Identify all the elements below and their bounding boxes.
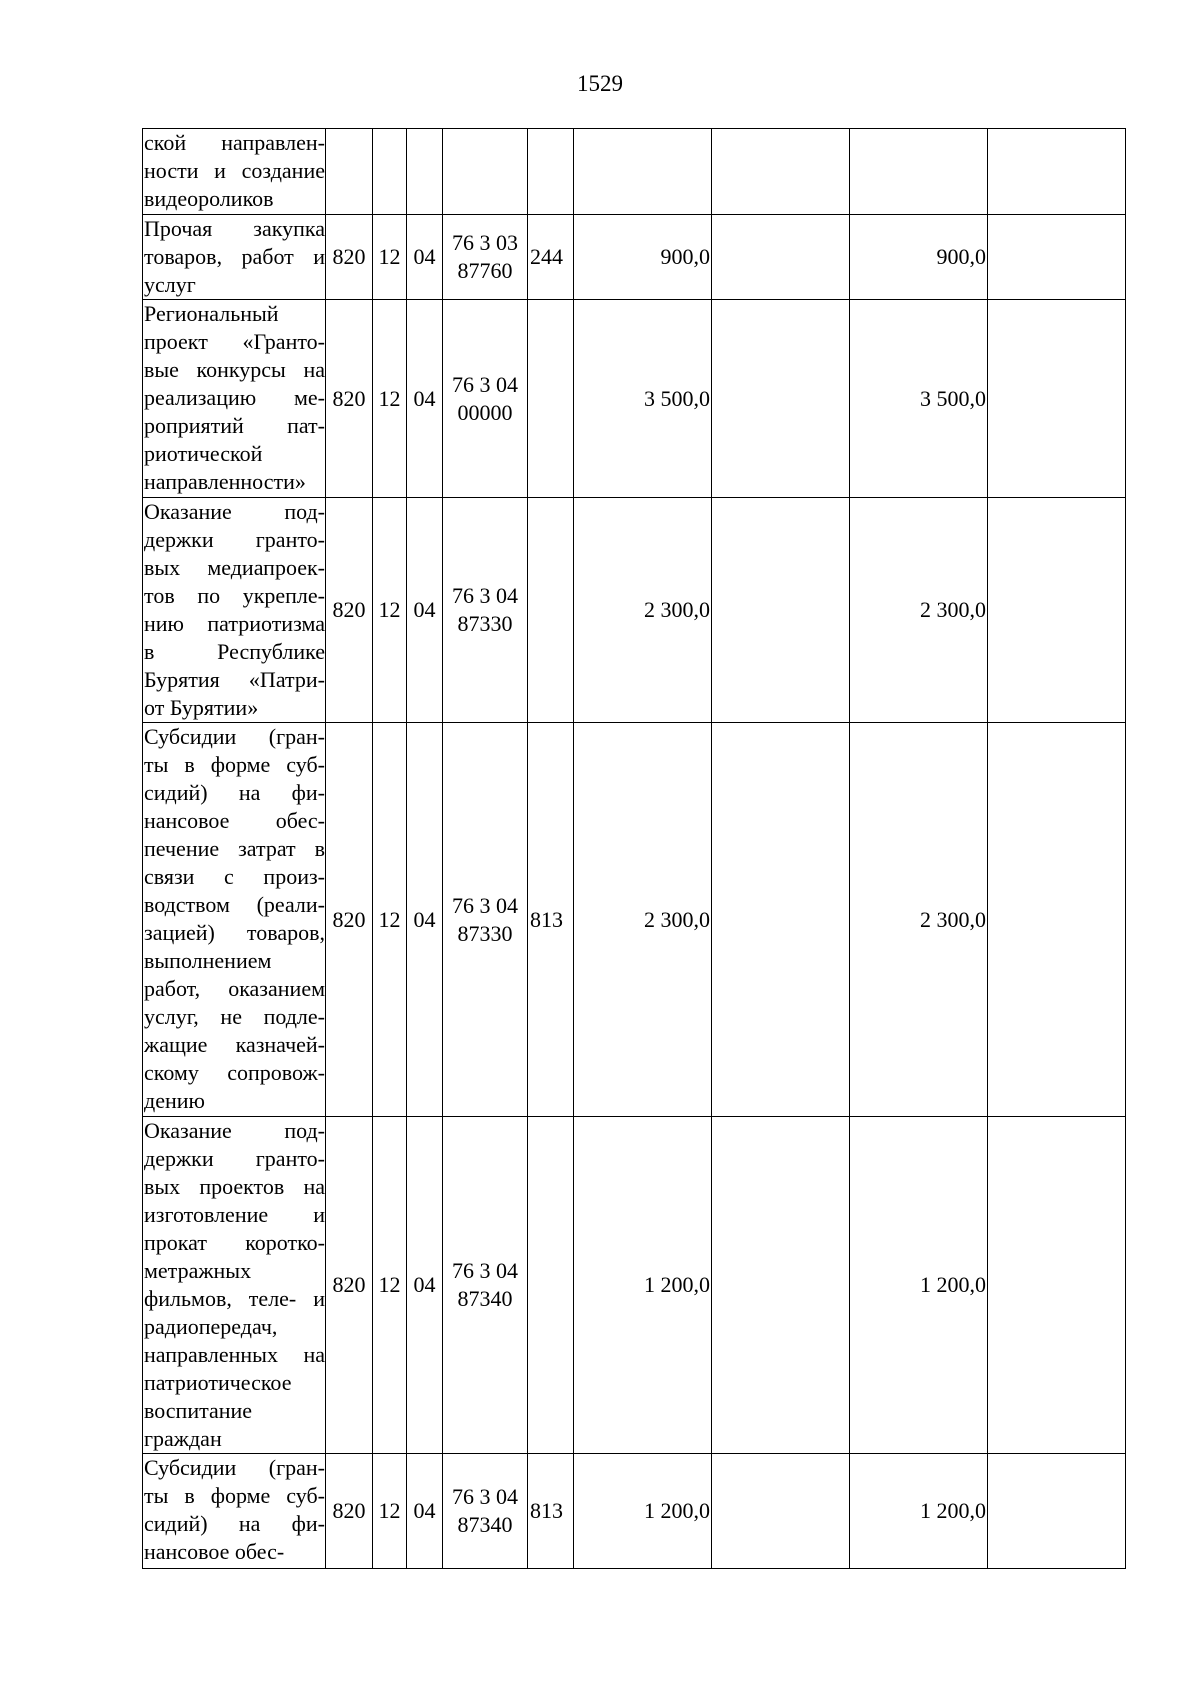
amount-cell-3: 3 500,0 (850, 300, 988, 498)
row-name-line: видеороликов (144, 186, 274, 211)
target-article-line: 87330 (457, 920, 513, 946)
target-article-cell (443, 498, 528, 723)
row-name-line: риотической (144, 441, 263, 466)
budget-table (142, 128, 1126, 1569)
expense-type-cell: 813 (528, 723, 574, 1117)
row-name-line: тов по укрепле- (144, 583, 325, 608)
row-name-line: Оказание под- (144, 1118, 325, 1143)
row-name-line: сидий) на фи- (144, 780, 325, 805)
row-name-line: ской направлен- (144, 130, 325, 155)
ministry-code-cell: 820 (326, 498, 373, 723)
row-name-line: работ, оказанием (144, 976, 325, 1001)
amount-cell-3: 1 200,0 (850, 1454, 988, 1569)
row-name-line: вые конкурсы на (144, 357, 325, 382)
row-name-line: скому сопровож- (144, 1060, 325, 1085)
table-row (143, 300, 1126, 498)
row-name-line: нансовое обес- (144, 808, 325, 833)
target-article-line: 00000 (457, 399, 513, 425)
target-article-cell (443, 300, 528, 498)
amount-cell-4 (988, 215, 1126, 300)
expense-type-cell: 244 (528, 215, 574, 300)
ministry-code-cell: 820 (326, 215, 373, 300)
section-code-cell: 12 (373, 1454, 407, 1569)
target-article-cell (443, 1454, 528, 1569)
ministry-code-cell: 820 (326, 1117, 373, 1454)
row-name-line: Субсидии (гран- (144, 724, 325, 749)
expense-type-cell (528, 129, 574, 215)
subsection-code-cell: 04 (407, 723, 443, 1117)
row-name-line: Прочая закупка (144, 216, 325, 241)
target-article-line: 76 3 04 (452, 892, 518, 918)
subsection-code-cell (407, 129, 443, 215)
row-name-line: водством (реали- (144, 892, 325, 917)
row-name-cell (143, 215, 326, 300)
target-article-line: 87340 (457, 1512, 513, 1537)
row-name-line: граждан (144, 1426, 222, 1451)
row-name-line: роприятий пат- (144, 413, 325, 438)
table-row (143, 1117, 1126, 1454)
row-name-line: держки гранто- (144, 527, 325, 552)
section-code-cell: 12 (373, 1117, 407, 1454)
amount-cell-4 (988, 498, 1126, 723)
amount-cell-4 (988, 1454, 1126, 1569)
row-name-cell (143, 498, 326, 723)
amount-cell-3: 2 300,0 (850, 498, 988, 723)
row-name-line: печение затрат в (144, 836, 325, 861)
row-name-line: Оказание под- (144, 499, 325, 524)
amount-cell-2 (712, 129, 850, 215)
amount-cell-1: 1 200,0 (574, 1454, 712, 1569)
amount-cell-3 (850, 129, 988, 215)
page-number: 1529 (577, 71, 623, 96)
subsection-code-cell: 04 (407, 1117, 443, 1454)
subsection-code-cell: 04 (407, 1454, 443, 1569)
expense-type-cell (528, 300, 574, 498)
table-body (143, 129, 1126, 1569)
section-code-cell (373, 129, 407, 215)
row-name-line: нию патриотизма (144, 611, 325, 636)
table-row (143, 723, 1126, 1117)
row-name-line: сидий) на фи- (144, 1511, 325, 1536)
row-name-cell (143, 129, 326, 215)
amount-cell-2 (712, 215, 850, 300)
row-name-line: нансовое обес- (144, 1539, 285, 1564)
amount-cell-3: 2 300,0 (850, 723, 988, 1117)
amount-cell-4 (988, 129, 1126, 215)
row-name-line: зацией) товаров, (144, 920, 325, 945)
row-name-line: фильмов, теле- и (144, 1286, 325, 1311)
row-name-cell (143, 1117, 326, 1454)
amount-cell-2 (712, 723, 850, 1117)
ministry-code-cell: 820 (326, 300, 373, 498)
ministry-code-cell (326, 129, 373, 215)
amount-cell-4 (988, 723, 1126, 1117)
row-name-line: Субсидии (гран- (144, 1455, 325, 1480)
target-article-line: 76 3 04 (452, 583, 518, 608)
amount-cell-2 (712, 1117, 850, 1454)
row-name-cell (143, 1454, 326, 1569)
section-code-cell: 12 (373, 723, 407, 1117)
row-name-line: ты в форме суб- (144, 752, 325, 777)
target-article-line: 87340 (457, 1286, 513, 1311)
target-article-cell (443, 1117, 528, 1454)
amount-cell-2 (712, 1454, 850, 1569)
row-name-line: Региональный (144, 301, 279, 326)
expense-type-cell (528, 498, 574, 723)
row-name-cell (143, 723, 326, 1117)
row-name-line: вых проектов на (144, 1174, 325, 1199)
table-row (143, 498, 1126, 723)
target-article-cell (443, 723, 528, 1117)
row-name-line: в Республике (144, 639, 325, 664)
row-name-line: жащие казначей- (144, 1032, 325, 1057)
amount-cell-1: 3 500,0 (574, 300, 712, 498)
row-name-line: ности и создание (144, 158, 325, 183)
table-row (143, 129, 1126, 215)
row-name-line: радиопередач, (144, 1314, 278, 1339)
row-name-line: направленных на (144, 1342, 325, 1367)
row-name-line: связи с произ- (144, 864, 325, 889)
row-name-line: метражных (144, 1258, 252, 1283)
target-article-line: 87330 (457, 611, 513, 636)
row-name-line: направленности» (144, 469, 306, 494)
row-name-line: изготовление и (144, 1202, 325, 1227)
amount-cell-2 (712, 498, 850, 723)
row-name-line: от Бурятии» (144, 695, 259, 720)
row-name-line: дению (144, 1088, 205, 1113)
table-row (143, 1454, 1126, 1569)
amount-cell-3: 900,0 (850, 215, 988, 300)
target-article-cell (443, 129, 528, 215)
row-name-line: ты в форме суб- (144, 1483, 325, 1508)
amount-cell-4 (988, 1117, 1126, 1454)
amount-cell-4 (988, 300, 1126, 498)
section-code-cell: 12 (373, 215, 407, 300)
expense-type-cell: 813 (528, 1454, 574, 1569)
table-row (143, 215, 1126, 300)
row-name-cell (143, 300, 326, 498)
row-name-line: услуг (144, 272, 196, 297)
amount-cell-1: 2 300,0 (574, 498, 712, 723)
amount-cell-1: 1 200,0 (574, 1117, 712, 1454)
subsection-code-cell: 04 (407, 300, 443, 498)
target-article-line: 87760 (457, 258, 513, 283)
row-name-line: товаров, работ и (144, 244, 325, 269)
row-name-line: держки гранто- (144, 1146, 325, 1171)
expense-type-cell (528, 1117, 574, 1454)
row-name-line: выполнением (144, 948, 272, 973)
target-article-line: 76 3 03 (452, 230, 518, 255)
section-code-cell: 12 (373, 498, 407, 723)
target-article-line: 76 3 04 (452, 1484, 518, 1509)
row-name-line: услуг, не подле- (144, 1004, 325, 1029)
target-article-line: 76 3 04 (452, 371, 518, 397)
ministry-code-cell: 820 (326, 723, 373, 1117)
row-name-line: проект «Гранто- (144, 329, 325, 354)
amount-cell-1: 2 300,0 (574, 723, 712, 1117)
amount-cell-1: 900,0 (574, 215, 712, 300)
row-name-line: воспитание (144, 1398, 253, 1423)
row-name-line: прокат коротко- (144, 1230, 325, 1255)
amount-cell-1 (574, 129, 712, 215)
subsection-code-cell: 04 (407, 215, 443, 300)
row-name-line: патриотическое (144, 1370, 292, 1395)
target-article-line: 76 3 04 (452, 1258, 518, 1283)
ministry-code-cell: 820 (326, 1454, 373, 1569)
row-name-line: реализацию ме- (144, 385, 325, 410)
row-name-line: вых медиапроек- (144, 555, 325, 580)
subsection-code-cell: 04 (407, 498, 443, 723)
row-name-line: Бурятия «Патри- (144, 667, 325, 692)
amount-cell-2 (712, 300, 850, 498)
section-code-cell: 12 (373, 300, 407, 498)
amount-cell-3: 1 200,0 (850, 1117, 988, 1454)
target-article-cell (443, 215, 528, 300)
